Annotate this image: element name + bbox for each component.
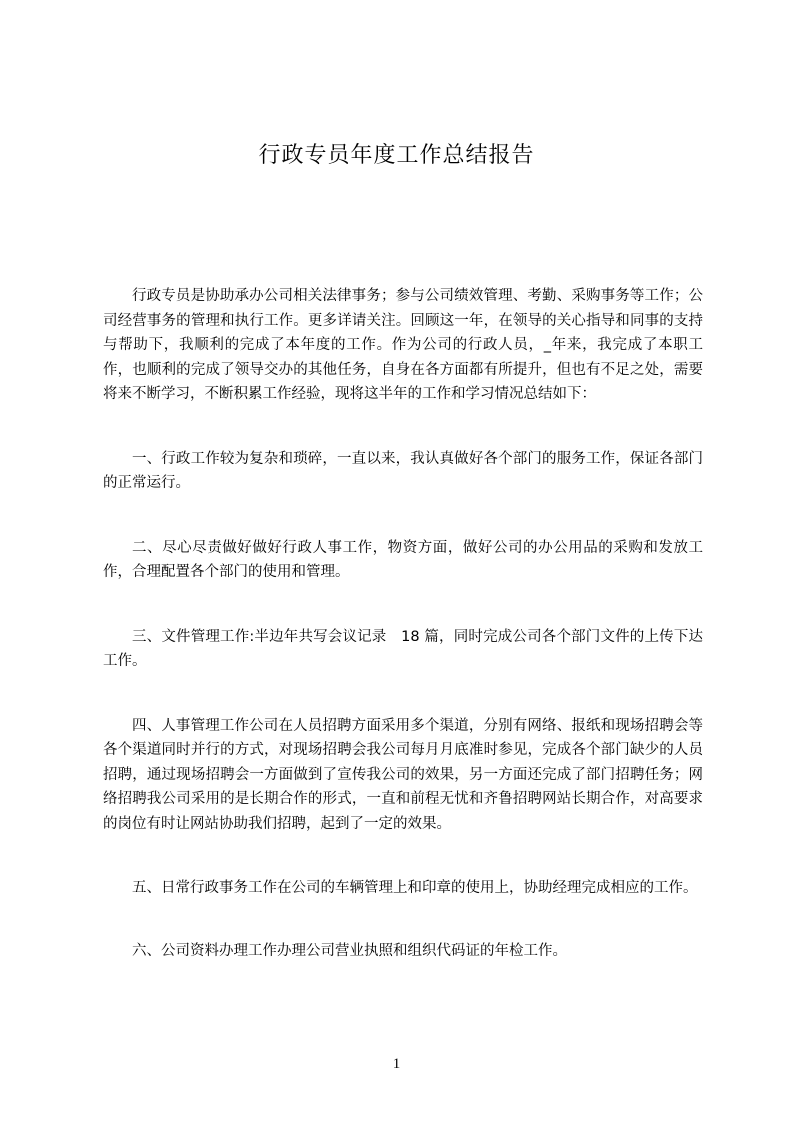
paragraph-gap [103,407,703,447]
paragraph-section-5: 五、日常行政事务工作在公司的车辆管理上和印章的使用上，协助经理完成相应的工作。 [132,880,698,896]
paragraph-section-6: 六、公司资料办理工作办理公司营业执照和组织代码证的年检工作。 [132,942,567,959]
paragraph-gap [103,585,703,625]
document-body [103,284,703,963]
paragraph-section-4: 四、人事管理工作公司在人员招聘方面采用多个渠道，分别有网络、报纸和现场招聘会等各个渠道同时并行的方式，对现场招聘会我公司每月月底准时参见，完成各个部门缺少的人员招聘，通过现场招聘会一方面做到了宣传我公司的效果，另一方面还完成了部门招聘任务；网络招聘我公司采用的是长期合作的形式，一直和前程无忧和齐鲁招聘网站长期合作，对高要求的岗位有时让网站协助我们招聘，起到了一定的效果。 [103,717,703,832]
paragraph-gap [103,901,703,939]
paragraph-section-2: 二、尽心尽责做好做好行政人事工作，物资方面，做好公司的办公用品的采购和发放工作，合理配置各个部门的使用和管理。 [103,539,703,580]
paragraph-gap [103,674,703,714]
paragraph-intro: 行政专员是协助承办公司相关法律事务；参与公司绩效管理、考勤、采购事务等工作；公司经营事务的管理和执行工作。更多详请关注。回顾这一年，在领导的关心指导和同事的支持与帮助下，我顺利的完成了本年度的工作。作为公司的行政人员，_年来，我完成了本职工作，也顺利的完成了领导交办的其他任务，自身在各方面都有所提升，但也有不足之处，需要将来不断学习，不断积累工作经验，现将这半年的工作和学习情况总结如下： [103,288,703,402]
paragraph-section-3: 三、文件管理工作:半边年共写会议记录 18 篇，同时完成公司各个部门文件的上传下达工作。 [103,628,703,669]
page-number: 1 [392,1056,401,1072]
paragraph-gap [103,496,703,536]
paragraph-section-1: 一、行政工作较为复杂和琐碎，一直以来，我认真做好各个部门的服务工作，保证各部门的正常运行。 [103,450,703,491]
document-title: 行政专员年度工作总结报告 [258,143,535,168]
paragraph-gap [103,836,703,876]
